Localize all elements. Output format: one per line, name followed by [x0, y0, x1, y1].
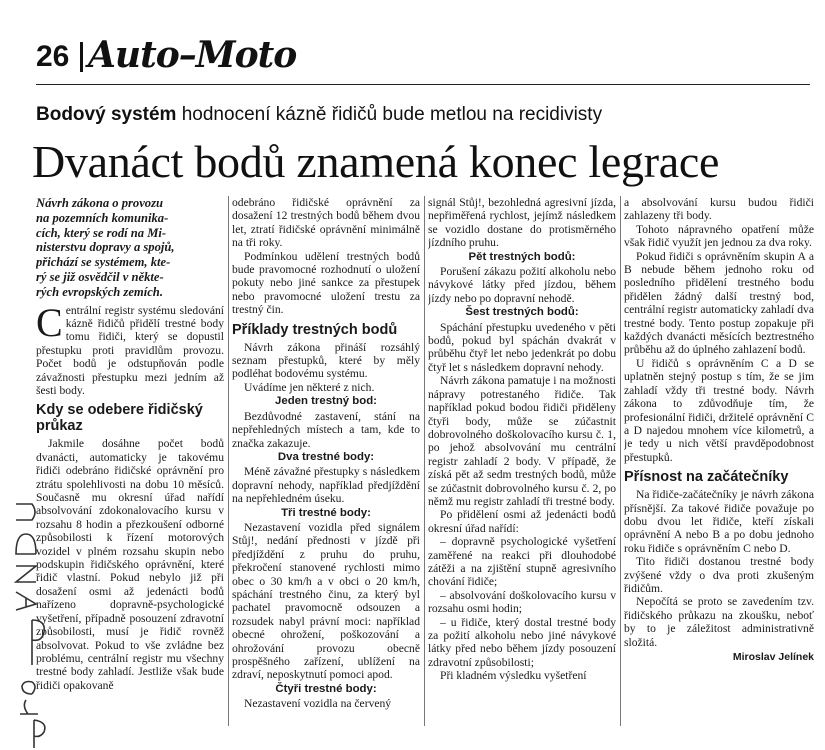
column-4 [624, 196, 814, 726]
subhead-five-points: Pět trestných bodů: [468, 250, 576, 263]
headline: Dvanáct bodů znamená konec legrace [32, 136, 720, 187]
lead-paragraph [36, 196, 224, 300]
lead-line: Návrh zákona o provozu [36, 196, 164, 210]
column-2 [232, 196, 420, 726]
lead-line: nisterstvu dopravy a spojů, [36, 240, 175, 255]
page-header [36, 36, 806, 80]
subhead-three-points: Tři trestné body: [281, 506, 371, 519]
lead-line: na pozemních komunika- [36, 210, 169, 225]
column-divider [228, 196, 229, 726]
subhead-beginners: Přísnost na začátečníky [624, 469, 789, 486]
column-divider [424, 196, 425, 726]
paragraph: Nepočítá se proto se zavedením tzv. řidičského průkazu na zkoušku, neboť by to je záležitost administrativně složitá. [624, 595, 814, 649]
paragraph: Spáchání přestupku uvedeného v pěti bodů, pokud byl spáchán dvakrát v průběhu čtyř let nebo jedenkrát po dobu čtyř let s následkem dopravní nehody. [428, 320, 616, 374]
kicker-bold: Bodový systém [36, 104, 177, 125]
header-rule [36, 84, 810, 85]
subhead-four-points: Čtyři trestné body: [275, 682, 377, 695]
list-item: – dopravně psychologické vyšetření zaměřené na reakci při dlouhodobé zátěži a na zjištění stupně agresivního chování řidiče; [428, 535, 616, 589]
paragraph: Návrh zákona přináší rozsáhlý seznam přestupků, které by měly podléhat bodovému systému. [232, 340, 420, 381]
paragraph: U řidičů s oprávněním C a D se uplatněn stejný postup s tím, že se jim zahladí vždy tři trestné body. Návrh zákona to zdůvodňuje tím, že profesionální řidiči, držitelé oprávnění C a D najedou mnohem více kilometrů, a je tedy u nich větší pravděpodobnost přestupků. [624, 356, 814, 464]
paragraph: Pokud řidiči s oprávněním skupin A a B nebude během jednoho roku od posledního přidělení trestného bodu přidělen žádný další trestný bod, centrální registr automaticky zahladí dva trestné body. Tento postup zopakuje při každých dvanácti měsících beztrestného průběhu až do úplného zahlazení bodů. [624, 249, 814, 357]
subhead-license: Kdy se odebere řidičský průkaz [36, 402, 203, 435]
paragraph: Nezastavení vozidla před signálem Stůj!, nedání přednosti v jízdě při předjíždění z pruhu do pruhu, překročení stanovené rychlosti mimo obec o 30 km/h a v obci o 20 km/h, spáchání trestného činu, za který byl pachatel pravomocně odsouzen a rozsudek nabyl právní moci: například obecné ohrožení, poškozování a ohrožování provozu obecně prospěšného zařízení, ublížení na zdraví, neposkytnutí pomoci apod. [232, 520, 420, 682]
handwritten-note-icon [2, 470, 50, 670]
lead-line: cích, který se rodí na Mi- [36, 225, 167, 240]
kicker [36, 104, 816, 126]
subhead-one-point: Jeden trestný bod: [275, 395, 377, 408]
paragraph: a absolvování kursu budou řidiči zahlazeny tři body. [624, 196, 814, 223]
subhead-two-points: Dva trestné body: [277, 450, 375, 463]
page-number: 26 [36, 40, 70, 73]
paragraph: Na řidiče-začátečníky je návrh zákona přísnější. Za takové řidiče považuje po dobu dvou let řidiče, kteří získali oprávnění A nebo B a po dobu jednoho roku řidiče s oprávněním C nebo D. [624, 488, 814, 555]
paragraph: Jakmile dosáhne počet bodů dvanácti, automaticky je takovému řidiči odebráno řidičské oprávnění pro ztrátu spolehlivosti na dobu 10 měsíců. Současně mu okresní úřad nařídí absolvování zdokonalovacího kursu v rozsahu 8 hodin a přezkoušení odborné způsobilosti k řízení motorových vozidel v plném rozsahu skupin nebo podskupin řidičského oprávnění, které řidič vlastní. Pokud nebylo již při dosažení osmi až jedenácti bodů nařízeno dopravně-psychologické vyšetření, případně posouzení zdravotní způsobilosti, musí je řidič rovněž absolvovat. Pokud to vše zvládne bez problému, centrální registr mu všechny trestné body zahladí. Jestliže však bude řidiči opakovaně [36, 437, 224, 692]
column-3 [428, 196, 616, 726]
section-title: Auto–Moto [88, 34, 297, 76]
lead-line: rý se již osvědčil v někte- [36, 269, 164, 284]
paragraph: Tohoto nápravného opatření může však řidič využít jen jednou za dva roky. [624, 222, 814, 250]
kicker-rest: hodnocení kázně řidičů bude metlou na recidivisty [181, 104, 603, 125]
column-1 [36, 196, 224, 726]
paragraph: Návrh zákona pamatuje i na možnosti nápravy potrestaného řidiče. Tak například pokud bodou řidiči přiděleny čtyři body, může se zúčastnit dobrovolného doškolovacího kursu č. 1, po jehož absolvování mu centrální registr zahladí 2 body. V případě, že získá pět až sedm trestných bodů, může se zúčastnit dobrovolného kursu č. 2, po němž mu registr zahladí tři trestné body. [428, 374, 616, 508]
list-item: – absolvování doškolovacího kursu v rozsahu osmi hodin; [428, 588, 616, 616]
list-item: – u řidiče, který dostal trestné body za požití alkoholu nebo jiné návykové látky před nebo během jízdy posouzení zdravotní způsobilosti; [428, 615, 616, 669]
intro-paragraph [36, 299, 224, 398]
subhead-six-points: Šest trestných bodů: [465, 306, 579, 319]
paragraph: Uvádíme jen některé z nich. [244, 380, 375, 394]
paragraph: Nezastavení vozidla na červený [244, 697, 392, 711]
drop-cap: C [36, 299, 63, 345]
paragraph: Podmínkou udělení trestných bodů bude pravomocné rozhodnutí o uložení pokuty nebo jiné sankce za přestupek nebo pravomocné uložení trestu za trestný čin. [232, 249, 420, 317]
lead-line: přichází se systémem, kte- [36, 255, 171, 270]
paragraph: Porušení zákazu požití alkoholu nebo návykové látky před jízdou, během jízdy nebo po dopravní nehodě. [428, 265, 616, 305]
paragraph: Při kladném výsledku vyšetření [440, 669, 587, 683]
subhead-examples: Příklady trestných bodů [232, 321, 398, 338]
paragraph: Po přidělení osmi až jedenácti bodů okresní úřad nařídí: [428, 508, 616, 535]
paragraph: Bezdůvodné zastavení, stání na nepřehledných místech a tam, kde to značka zakazuje. [232, 409, 420, 450]
handwritten-note-icon [4, 680, 52, 750]
header-divider [80, 42, 83, 72]
intro-text: entrální registr systému sledování kázně řidičů přidělí trestné body tomu řidiči, který se dopustil přestupku proti pravidlům provozu. Počet bodů je odstupňován podle závažnosti přestupku mezi jedním až šesti body. [36, 303, 224, 398]
paragraph: odebráno řidičské oprávnění za dosažení 12 trestných bodů během dvou let, ztratí řidičské oprávnění minimálně na tři roky. [232, 196, 420, 250]
paragraph: Méně závažné přestupky s následkem dopravní nehody, například předjíždění na nepřehledném úseku. [232, 465, 420, 506]
paragraph: signál Stůj!, bezohledná agresivní jízda, nepřiměřená rychlost, jejímž následkem se vozidlo dostane do protisměrného jízdního pruhu. [428, 196, 616, 250]
column-divider [620, 196, 621, 726]
paragraph: Tito řidiči dostanou trestné body zvýšené vždy o dva proti zkušeným řidičům. [624, 555, 814, 595]
byline: Miroslav Jelínek [732, 651, 814, 663]
lead-line: rých evropských zemích. [36, 284, 163, 299]
